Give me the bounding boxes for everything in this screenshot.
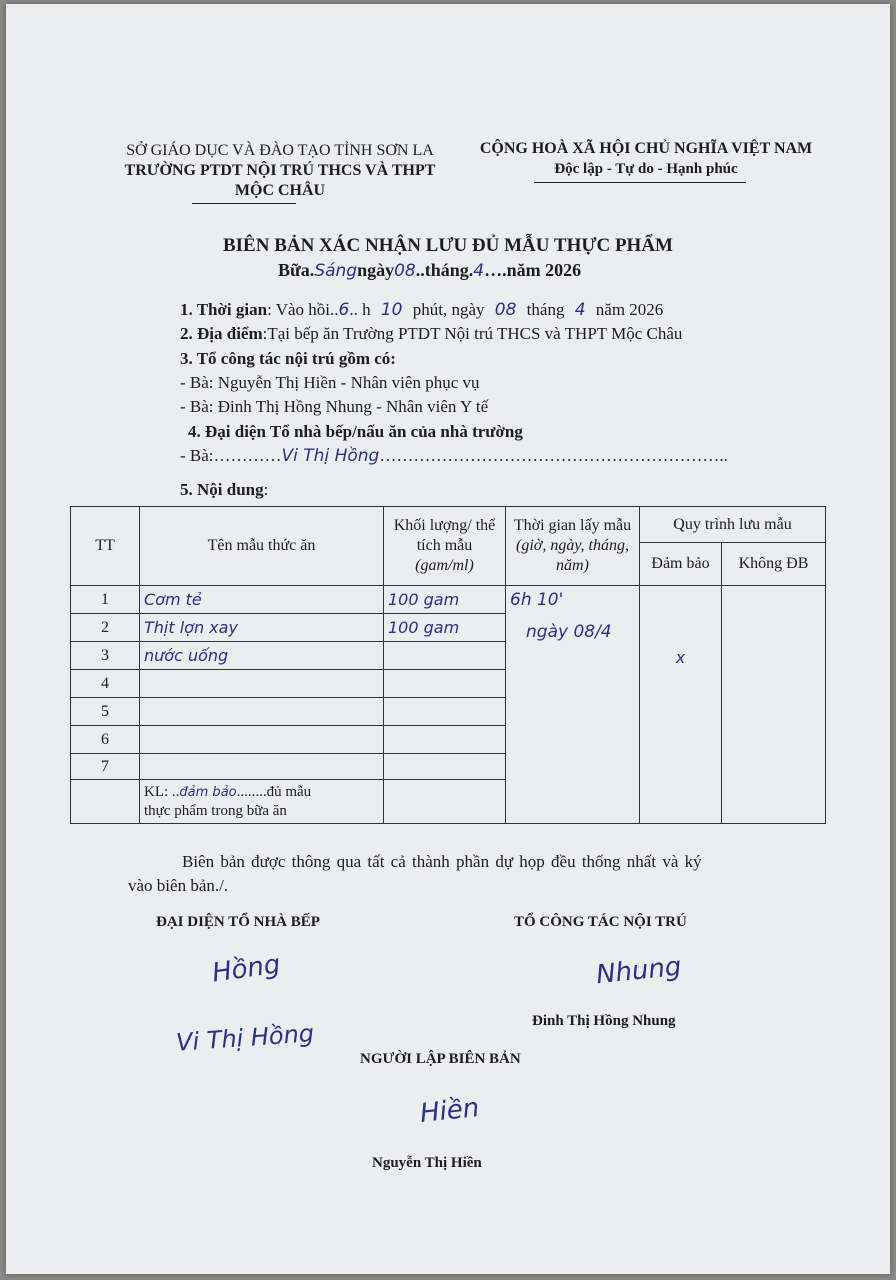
document-title: BIÊN BẢN XÁC NHẬN LƯU ĐỦ MẪU THỰC PHẨM: [222, 235, 673, 256]
header-motto: Độc lập - Tự do - Hạnh phúc: [554, 161, 738, 177]
day-label: ngày: [357, 260, 395, 280]
ok-mark: x: [675, 648, 686, 667]
ok-cell: [640, 586, 722, 824]
conclusion-handwritten: đảm bảo: [179, 784, 237, 800]
col-header-food-name: Tên mẫu thức ăn: [140, 507, 384, 586]
kitchen-rep-name-handwritten: Vi Thị Hồng: [281, 446, 380, 466]
hour-handwritten: 6: [338, 300, 350, 320]
col-header-process: Quy trình lưu mẫu: [640, 507, 826, 543]
boarding-signature-title: TỔ CÔNG TÁC NỘI TRÚ: [514, 914, 687, 930]
kitchen-rep-line: [180, 446, 728, 466]
row-2-tt: 2: [71, 614, 140, 642]
header-right-underline: [534, 182, 746, 183]
item-kitchen-rep-label: 4. Đại diện Tổ nhà bếp/nấu ăn của nhà trường: [188, 422, 523, 441]
col-header-weight-unit: (gam/ml): [415, 557, 474, 574]
row-1-tt: 1: [71, 586, 140, 614]
row-3-tt: 3: [71, 642, 140, 670]
header-nation: CỘNG HOÀ XÃ HỘI CHỦ NGHĨA VIỆT NAM: [479, 140, 813, 157]
time-handwritten-1: 6h 10': [510, 590, 564, 610]
year-label: ….năm 2026: [484, 260, 582, 280]
col-header-time: [506, 507, 640, 586]
boarding-signature: Nhung: [594, 951, 683, 991]
item-content-colon: :: [263, 480, 269, 499]
recorder-signer-name: Nguyễn Thị Hiền: [372, 1155, 482, 1171]
row-4-weight: [384, 670, 506, 698]
row-5-tt: 5: [71, 698, 140, 726]
month-label: ..tháng.: [415, 260, 474, 280]
item-content: [180, 480, 268, 500]
row-7-weight: [384, 754, 506, 780]
row-1-weight: 100 gam: [384, 586, 506, 614]
kitchen-signature: Hồng: [210, 949, 283, 989]
day-value-handwritten: 08: [394, 261, 416, 281]
recorder-signature: Hiền: [418, 1092, 481, 1130]
header-department: SỞ GIÁO DỤC VÀ ĐÀO TẠO TỈNH SƠN LA: [126, 142, 434, 159]
team-member-1: - Bà: Nguyễn Thị Hiền - Nhân viên phục vụ: [180, 373, 480, 392]
item-location-label: 2. Địa điểm: [180, 324, 263, 343]
date-month-handwritten: 4: [574, 300, 586, 320]
kitchen-rep-dots: ……………………………………………………..: [379, 446, 728, 465]
header-school: TRƯỜNG PTDT NỘI TRÚ THCS VÀ THPT: [124, 162, 436, 179]
col-header-weight: [384, 507, 506, 586]
row-1-food-name: Cơm tẻ: [140, 586, 384, 614]
item-location: [180, 324, 682, 344]
kitchen-signature-title: ĐẠI DIỆN TỔ NHÀ BẾP: [156, 914, 320, 930]
row-6-weight: [384, 726, 506, 754]
item-location-text: :Tại bếp ăn Trường PTDT Nội trú THCS và THPT Mộc Châu: [262, 324, 683, 343]
closing-line-1: Biên bản được thông qua tất cả thành phần dự họp đều thống nhất và ký: [182, 852, 702, 871]
time-handwritten-2: ngày 08/4: [526, 622, 612, 642]
header-left-underline: [192, 203, 296, 204]
kitchen-name-handwritten: Vi Thị Hồng: [175, 1019, 315, 1057]
team-member-2: - Bà: Đinh Thị Hồng Nhung - Nhân viên Y tế: [180, 397, 489, 416]
time-cell: [506, 586, 640, 824]
month-value-handwritten: 4: [473, 261, 485, 281]
header-school-location: MỘC CHÂU: [234, 182, 326, 199]
item-team-label: 3. Tổ công tác nội trú gồm có:: [180, 349, 396, 368]
row-3-weight: [384, 642, 506, 670]
row-6-tt: 6: [71, 726, 140, 754]
row-5-weight: [384, 698, 506, 726]
item-time-month-label: tháng: [526, 300, 565, 319]
row-4-food-name: [140, 670, 384, 698]
row-2-food-name: Thịt lợn xay: [140, 614, 384, 642]
recorder-signature-title: NGƯỜI LẬP BIÊN BẢN: [360, 1051, 521, 1067]
item-time-label: 1. Thời gian: [180, 300, 268, 319]
boarding-signer-name: Đinh Thị Hồng Nhung: [532, 1013, 676, 1029]
not-ok-cell: [722, 586, 826, 824]
row-7-food-name: [140, 754, 384, 780]
date-day-handwritten: 08: [494, 300, 517, 320]
row-2-weight: 100 gam: [384, 614, 506, 642]
row-3-food-name: nước uống: [140, 642, 384, 670]
item-content-label: 5. Nội dung: [180, 480, 264, 499]
conclusion-cell: [140, 780, 384, 824]
row-6-food-name: [140, 726, 384, 754]
row-4-tt: 4: [71, 670, 140, 698]
minute-handwritten: 10: [380, 300, 403, 320]
item-time-minute-label: phút, ngày: [412, 300, 485, 319]
item-time-text: : Vào hồi..: [267, 300, 339, 319]
item-time-year: năm 2026: [595, 300, 664, 319]
item-time: [180, 300, 663, 320]
document-sheet: [6, 4, 890, 1274]
col-header-ok: Đảm bảo: [640, 543, 722, 586]
col-header-tt: TT: [71, 507, 140, 586]
conclusion-suffix: ........đủ mẫu: [236, 783, 312, 800]
meal-label: Bữa.: [278, 260, 315, 280]
item-time-h: .. h: [349, 300, 371, 319]
meal-value-handwritten: Sáng: [314, 261, 358, 281]
col-header-time-unit: (giờ, ngày, tháng, năm): [516, 537, 629, 574]
col-header-time-text: Thời gian lấy mẫu: [513, 517, 632, 534]
conclusion-line2: thực phẩm trong bữa ăn: [144, 802, 287, 819]
conclusion-tt: [71, 780, 140, 824]
meal-date-line: [278, 260, 581, 281]
col-header-not-ok: Không ĐB: [722, 543, 826, 586]
col-header-weight-text: Khối lượng/ thể tích mẫu: [393, 517, 496, 554]
row-7-tt: 7: [71, 754, 140, 780]
closing-line-2: vào biên bản./.: [128, 876, 229, 895]
row-5-food-name: [140, 698, 384, 726]
conclusion-prefix: KL: ..: [144, 783, 180, 800]
food-sample-table: [70, 506, 826, 824]
kitchen-rep-prefix: - Bà:…………: [180, 446, 282, 465]
conclusion-weight: [384, 780, 506, 824]
